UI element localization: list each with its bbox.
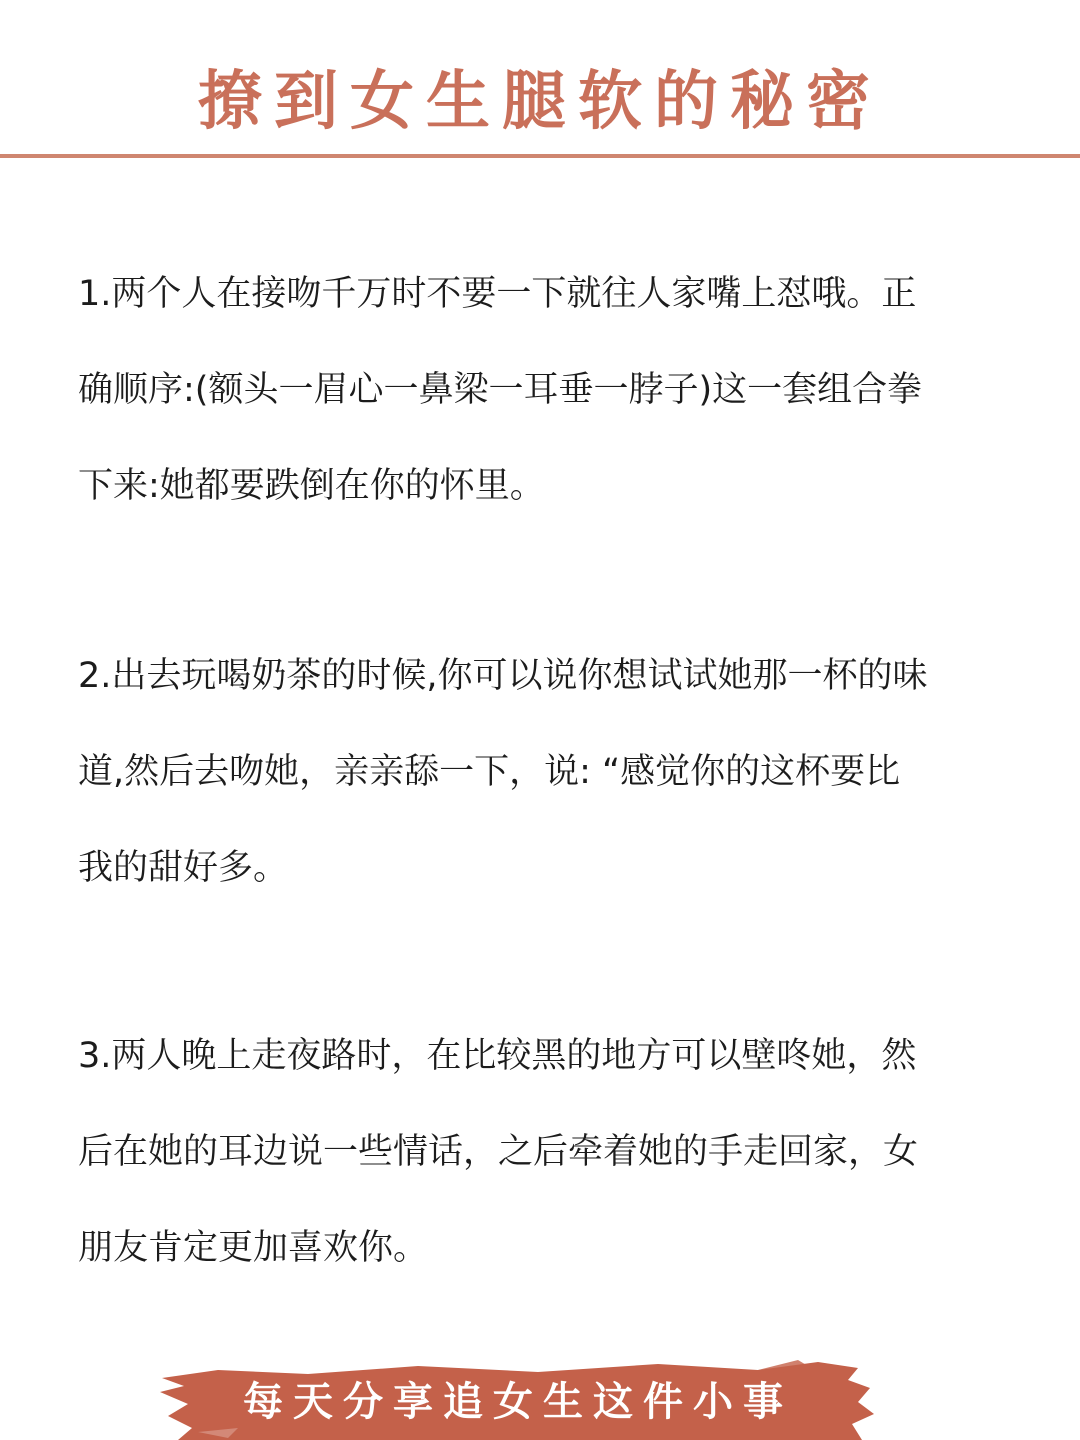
paragraph-line: 2.出去玩喝奶茶的时候,你可以说你想试试她那一杯的味 [78, 656, 928, 696]
tip-paragraph-3 [78, 1008, 1008, 1296]
header [0, 0, 1080, 158]
paragraph-line: 1.两个人在接吻千万时不要一下就往人家嘴上怼哦。正 [78, 274, 917, 314]
paragraph-line: 3.两人晚上走夜路时，在比较黑的地方可以壁咚她，然 [78, 1036, 917, 1076]
paragraph-line: 后在她的耳边说一些情话，之后牵着她的手走回家，女 [78, 1132, 919, 1172]
paragraph-line: 确顺序:(额头一眉心一鼻梁一耳垂一脖子)这一套组合拳 [78, 370, 923, 410]
tip-paragraph-1 [78, 246, 1008, 534]
banner-slogan: 每天分享追女生这件小事 [243, 1378, 793, 1425]
page-title: 撩到女生腿软的秘密 [198, 64, 882, 139]
header-divider [0, 154, 1080, 158]
footer-banner [158, 1358, 878, 1440]
paragraph-line: 下来:她都要跌倒在你的怀里。 [78, 466, 545, 506]
paragraph-line: 道,然后去吻她，亲亲舔一下，说: “感觉你的这杯要比 [78, 752, 901, 792]
paragraph-line: 我的甜好多。 [78, 848, 289, 888]
paragraph-line: 朋友肯定更加喜欢你。 [78, 1228, 429, 1268]
tip-paragraph-2 [78, 628, 1008, 916]
